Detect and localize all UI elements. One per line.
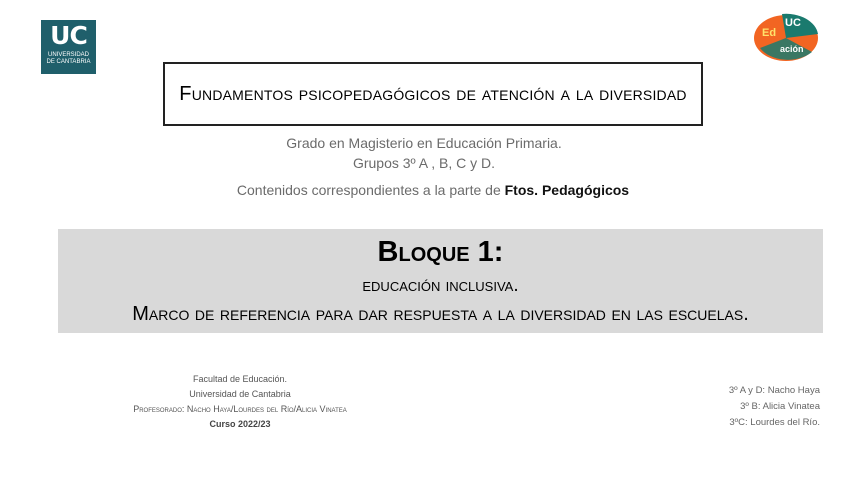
- educ-logo-text-acion: ación: [780, 44, 804, 54]
- block-subtitle-1: educación inclusiva.: [362, 275, 519, 296]
- uc-logo-mark: UC: [50, 21, 87, 50]
- contents-bold: Ftos. Pedagógicos: [504, 182, 630, 198]
- course-text: Curso 2022/23: [209, 419, 271, 429]
- title-box: [163, 62, 703, 126]
- uc-logo-name-line2: DE CANTABRIA: [46, 59, 91, 65]
- footer-right: [640, 383, 820, 431]
- university-text: Universidad de Cantabria: [189, 389, 291, 399]
- professors-text: Profesorado: Nacho Haya/Lourdes del Río/Alicia Vinatea: [133, 404, 347, 414]
- educ-logo-text-ed: Ed: [762, 27, 777, 39]
- degree-line: Grado en Magisterio en Educación Primaria.: [286, 135, 562, 151]
- block-subtitle-2: Marco de referencia para dar respuesta a la diversidad en las escuelas.: [132, 303, 749, 325]
- group-c-teacher: 3ºC: Lourdes del Río.: [729, 417, 820, 428]
- contents-line: [0, 182, 848, 198]
- educ-logo-text-uc: UC: [785, 17, 801, 29]
- uc-logo-name-line1: UNIVERSIDAD: [47, 52, 89, 58]
- footer-left: [100, 372, 380, 432]
- block-title: Bloque 1:: [377, 236, 504, 268]
- group-ad-teacher: 3º A y D: Nacho Haya: [728, 385, 820, 396]
- contents-prefix: Contenidos correspondientes a la parte de: [236, 182, 505, 198]
- document-title: Fundamentos psicopedagógicos de atención a la diversidad: [179, 82, 687, 105]
- groups-line: Grupos 3º A , B, C y D.: [352, 155, 496, 171]
- faculty-text: Facultad de Educación.: [192, 374, 288, 384]
- educ-logo: [752, 8, 822, 64]
- group-b-teacher: 3º B: Alicia Vinatea: [740, 401, 820, 412]
- uc-logo: [41, 20, 96, 74]
